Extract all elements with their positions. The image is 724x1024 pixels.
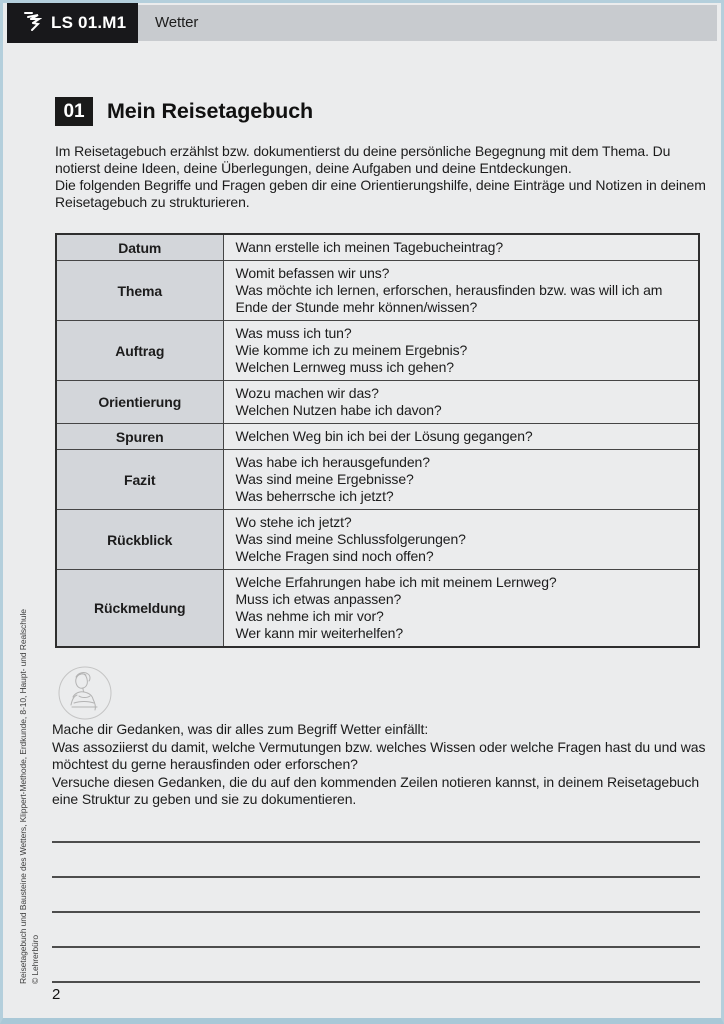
question-line: Welchen Weg bin ich bei der Lösung gegangen? xyxy=(235,428,533,444)
student-writing-icon xyxy=(57,665,113,721)
questions-table xyxy=(55,233,700,648)
credit-line: Reisetagebuch und Bausteine des Wetters, Klippert-Methode, Erdkunde, 8-10, Haupt- und Realschule xyxy=(18,609,28,984)
question-line: Was sind meine Ergebnisse? xyxy=(235,471,414,487)
questions-cell xyxy=(223,570,699,648)
lesson-badge xyxy=(7,3,138,43)
question-line: Was möchte ich lernen, erforschen, herausfinden bzw. was will ich am Ende der Stunde mehr können/wissen? xyxy=(235,282,663,315)
writing-line xyxy=(52,808,700,843)
task-paragraph: Versuche diesen Gedanken, die du auf den kommenden Zeilen notieren kannst, in deinem Reisetagebuch eine Struktur zu geben und sie zu dokumentieren. xyxy=(52,773,700,808)
questions-cell xyxy=(223,381,699,424)
writing-line xyxy=(52,913,700,948)
table-row xyxy=(56,570,699,648)
lesson-number: 01 xyxy=(55,97,93,126)
page-title: Mein Reisetagebuch xyxy=(107,99,314,123)
task-paragraph: Mache dir Gedanken, was dir alles zum Begriff Wetter einfällt: xyxy=(52,721,429,737)
task-paragraph: Was assoziierst du damit, welche Vermutungen bzw. welches Wissen oder welche Fragen hast du und was möchtest du gerne herausfinden oder erforschen? xyxy=(52,738,706,773)
question-line: Was beherrsche ich jetzt? xyxy=(235,488,394,504)
margin-credit xyxy=(17,609,41,984)
header-topic: Wetter xyxy=(155,14,199,31)
question-line: Wie komme ich zu meinem Ergebnis? xyxy=(235,342,468,358)
term-cell: Orientierung xyxy=(56,381,223,424)
copyright-line: © Lehrerbüro xyxy=(30,934,40,984)
intro-paragraph: Im Reisetagebuch erzählst bzw. dokumentierst du deine persönliche Begegnung mit dem Thema. Du notierst deine Ideen, deine Überlegungen, deine Aufgaben und deine Entdeckungen. xyxy=(55,143,671,176)
questions-cell xyxy=(223,424,699,450)
table-row xyxy=(56,424,699,450)
writing-line xyxy=(52,843,700,878)
term-cell: Spuren xyxy=(56,424,223,450)
term-cell: Auftrag xyxy=(56,321,223,381)
question-line: Muss ich etwas anpassen? xyxy=(235,591,402,607)
questions-cell xyxy=(223,450,699,510)
writing-lines xyxy=(52,808,700,983)
table-row xyxy=(56,450,699,510)
question-line: Womit befassen wir uns? xyxy=(235,265,390,281)
question-line: Welchen Lernweg muss ich gehen? xyxy=(235,359,454,375)
questions-cell xyxy=(223,261,699,321)
question-line: Was habe ich herausgefunden? xyxy=(235,454,430,470)
question-line: Welche Fragen sind noch offen? xyxy=(235,548,434,564)
questions-cell xyxy=(223,321,699,381)
table-row xyxy=(56,510,699,570)
table-row xyxy=(56,234,699,261)
question-line: Welche Erfahrungen habe ich mit meinem Lernweg? xyxy=(235,574,557,590)
term-cell: Fazit xyxy=(56,450,223,510)
page-number: 2 xyxy=(52,986,61,1003)
term-cell: Rückblick xyxy=(56,510,223,570)
term-cell: Datum xyxy=(56,234,223,261)
term-cell: Rückmeldung xyxy=(56,570,223,648)
table-row xyxy=(56,381,699,424)
question-line: Wer kann mir weiterhelfen? xyxy=(235,625,404,641)
title-row xyxy=(55,97,313,126)
question-line: Welchen Nutzen habe ich davon? xyxy=(235,402,442,418)
klippert-tornado-icon xyxy=(23,10,42,37)
questions-cell xyxy=(223,510,699,570)
question-line: Wann erstelle ich meinen Tagebucheintrag? xyxy=(235,239,504,255)
intro-text xyxy=(55,143,707,211)
question-line: Wozu machen wir das? xyxy=(235,385,379,401)
term-cell: Thema xyxy=(56,261,223,321)
question-line: Was sind meine Schlussfolgerungen? xyxy=(235,531,466,547)
table-row xyxy=(56,321,699,381)
badge-label: LS 01.M1 xyxy=(51,13,127,32)
questions-table-body xyxy=(56,234,699,647)
question-line: Was muss ich tun? xyxy=(235,325,352,341)
writing-line xyxy=(52,878,700,913)
table-row xyxy=(56,261,699,321)
task-text xyxy=(52,721,710,809)
questions-cell xyxy=(223,234,699,261)
writing-line xyxy=(52,948,700,983)
question-line: Was nehme ich mir vor? xyxy=(235,608,384,624)
question-line: Wo stehe ich jetzt? xyxy=(235,514,352,530)
intro-paragraph: Die folgenden Begriffe und Fragen geben dir eine Orientierungshilfe, deine Einträge und Notizen in deinem Reisetagebuch zu strukturieren. xyxy=(55,177,706,210)
